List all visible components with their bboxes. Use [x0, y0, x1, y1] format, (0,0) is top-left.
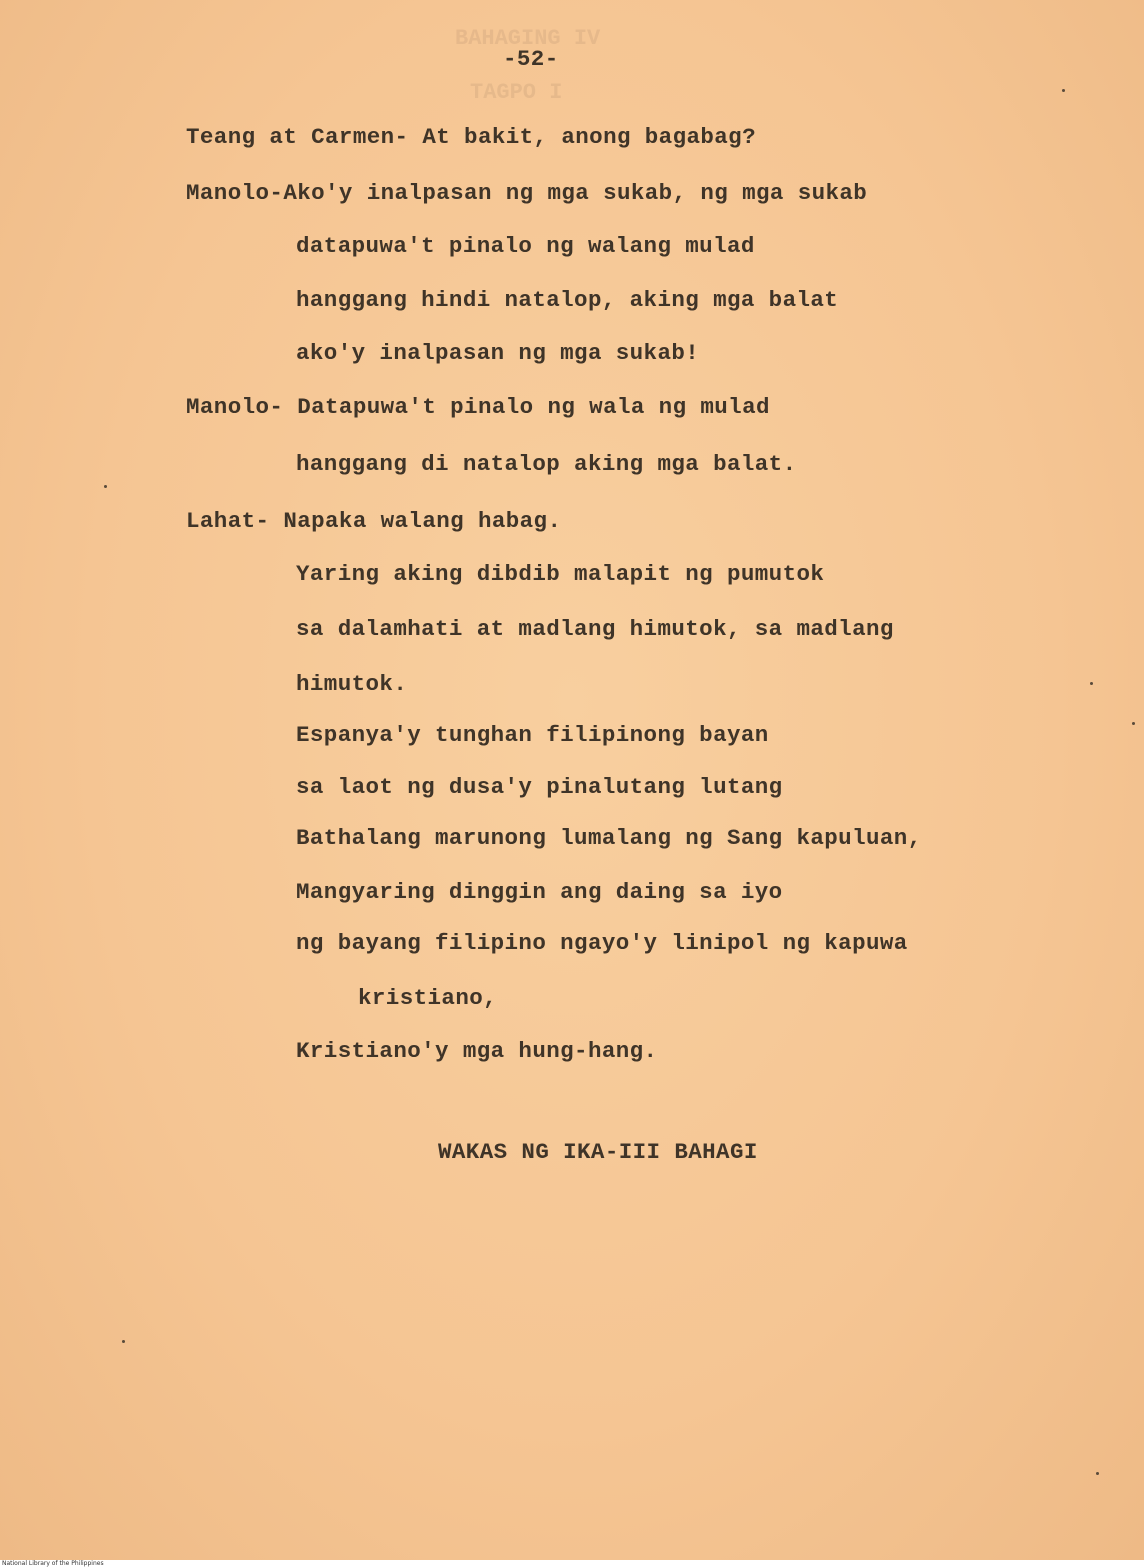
script-line-2: Manolo-Ako'y inalpasan ng mga sukab, ng mga sukab: [186, 180, 868, 206]
script-line-14: Bathalang marunong lumalang ng Sang kapuluan,: [296, 825, 922, 851]
script-line-11: himutok.: [296, 671, 408, 697]
script-line-6: Manolo- Datapuwa't pinalo ng wala ng mulad: [186, 394, 770, 420]
script-line-3: datapuwa't pinalo ng walang mulad: [296, 233, 755, 259]
script-line-9: Yaring aking dibdib malapit ng pumutok: [296, 561, 825, 587]
script-line-7: hanggang di natalop aking mga balat.: [296, 451, 797, 477]
script-line-16: ng bayang filipino ngayo'y linipol ng kapuwa: [296, 930, 908, 956]
dust-speck: [1096, 1472, 1099, 1475]
script-line-8: Lahat- Napaka walang habag.: [186, 508, 562, 534]
script-line-10: sa dalamhati at madlang himutok, sa madlang: [296, 616, 894, 642]
script-line-5: ako'y inalpasan ng mga sukab!: [296, 340, 700, 366]
dust-speck: [1062, 89, 1065, 92]
script-line-17: kristiano,: [358, 985, 498, 1011]
page-number: -52-: [503, 46, 559, 72]
dust-speck: [104, 485, 107, 488]
dust-speck: [1090, 682, 1093, 685]
script-line-13: sa laot ng dusa'y pinalutang lutang: [296, 774, 783, 800]
script-line-1: Teang at Carmen- At bakit, anong bagabag?: [186, 124, 756, 150]
script-line-18: Kristiano'y mga hung-hang.: [296, 1038, 658, 1064]
dust-speck: [122, 1340, 125, 1343]
bleed-through-header-2: TAGPO I: [470, 80, 563, 105]
library-footer: National Library of the Philippines: [0, 1560, 1144, 1568]
script-line-12: Espanya'y tunghan filipinong bayan: [296, 722, 769, 748]
dust-speck: [1132, 722, 1135, 725]
bleed-through-header-1: BAHAGING IV: [455, 26, 601, 51]
section-ending: WAKAS NG IKA-III BAHAGI: [438, 1139, 758, 1165]
script-line-15: Mangyaring dinggin ang daing sa iyo: [296, 879, 783, 905]
script-line-4: hanggang hindi natalop, aking mga balat: [296, 287, 839, 313]
